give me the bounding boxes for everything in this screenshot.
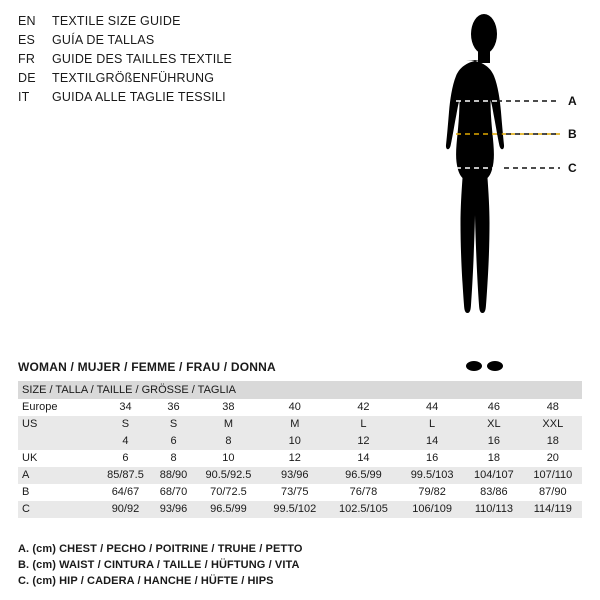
table-cell: L [400,416,464,433]
table-cell: 40 [263,399,327,416]
table-cell: 110/113 [464,501,524,518]
language-code: FR [18,52,36,66]
language-title: TEXTILGRÖßENFÜHRUNG [52,71,215,85]
female-silhouette-icon [400,8,600,378]
table-cell: 38 [194,399,263,416]
language-title: GUÍA DE TALLAS [52,33,155,47]
language-row [18,33,338,52]
table-cell: 70/72.5 [194,484,263,501]
table-cell: 106/109 [400,501,464,518]
table-cell: 88/90 [153,467,194,484]
row-label: UK [18,450,98,467]
table-cell: M [194,416,263,433]
row-label: US [18,416,98,433]
table-cell: L [327,416,400,433]
language-title: GUIDA ALLE TAGLIE TESSILI [52,90,226,104]
row-label: Europe [18,399,98,416]
table-cell: 18 [464,450,524,467]
language-code: IT [18,90,30,104]
table-cell: 90/92 [98,501,153,518]
table-row [18,433,582,450]
language-row [18,71,338,90]
measure-label-a: A [568,94,577,108]
table-cell: M [263,416,327,433]
table-cell: 16 [464,433,524,450]
language-title: TEXTILE SIZE GUIDE [52,14,181,28]
table-cell: 73/75 [263,484,327,501]
language-code: EN [18,14,36,28]
table-cell: 79/82 [400,484,464,501]
table-cell: 48 [524,399,582,416]
table-cell: 107/110 [524,467,582,484]
table-cell: 104/107 [464,467,524,484]
table-cell: 99.5/103 [400,467,464,484]
table-cell: 6 [153,433,194,450]
measurement-notes [18,541,538,589]
table-cell: 90.5/92.5 [194,467,263,484]
language-row [18,90,338,109]
table-cell: XXL [524,416,582,433]
table-cell: 16 [400,450,464,467]
table-cell: XL [464,416,524,433]
table-header-row [18,381,582,399]
row-label [18,433,98,450]
table-cell: 8 [153,450,194,467]
table-cell: 10 [194,450,263,467]
table-cell: 64/67 [98,484,153,501]
table-cell: 99.5/102 [263,501,327,518]
table-cell: 8 [194,433,263,450]
size-table [18,381,582,518]
table-cell: 68/70 [153,484,194,501]
table-cell: 12 [327,433,400,450]
note-chest: A. (cm) CHEST / PECHO / POITRINE / TRUHE / PETTO [18,543,303,555]
row-label: A [18,467,98,484]
table-cell: 42 [327,399,400,416]
note-waist: B. (cm) WAIST / CINTURA / TAILLE / HÜFTUNG / VITA [18,559,300,571]
row-label: B [18,484,98,501]
table-cell: 14 [327,450,400,467]
table-cell: 96.5/99 [194,501,263,518]
language-code: DE [18,71,36,85]
table-row [18,467,582,484]
language-row [18,14,338,33]
language-code: ES [18,33,36,47]
language-title: GUIDE DES TAILLES TEXTILE [52,52,233,66]
measure-label-b: B [568,127,577,141]
table-cell: 14 [400,433,464,450]
measure-label-c: C [568,161,577,175]
table-row [18,416,582,433]
table-cell: 44 [400,399,464,416]
table-cell: 10 [263,433,327,450]
language-title-list [18,14,338,109]
table-cell: 114/119 [524,501,582,518]
table-cell: 46 [464,399,524,416]
table-row [18,484,582,501]
table-cell: 93/96 [153,501,194,518]
table-row [18,501,582,518]
table-cell: 83/86 [464,484,524,501]
table-cell: 34 [98,399,153,416]
body-figure [400,8,600,378]
table-cell: 102.5/105 [327,501,400,518]
table-cell: S [153,416,194,433]
table-cell: 85/87.5 [98,467,153,484]
table-header-label: SIZE / TALLA / TAILLE / GRÖSSE / TAGLIA [18,381,582,399]
table-cell: 76/78 [327,484,400,501]
table-cell: 96.5/99 [327,467,400,484]
table-row [18,450,582,467]
table-cell: 6 [98,450,153,467]
table-row [18,399,582,416]
table-cell: 20 [524,450,582,467]
table-cell: 36 [153,399,194,416]
table-cell: S [98,416,153,433]
section-title: WOMAN / MUJER / FEMME / FRAU / DONNA [18,360,276,374]
table-cell: 87/90 [524,484,582,501]
table-cell: 93/96 [263,467,327,484]
table-cell: 18 [524,433,582,450]
table-cell: 4 [98,433,153,450]
language-row [18,52,338,71]
note-hip: C. (cm) HIP / CADERA / HANCHE / HÜFTE / HIPS [18,575,274,587]
table-cell: 12 [263,450,327,467]
row-label: C [18,501,98,518]
